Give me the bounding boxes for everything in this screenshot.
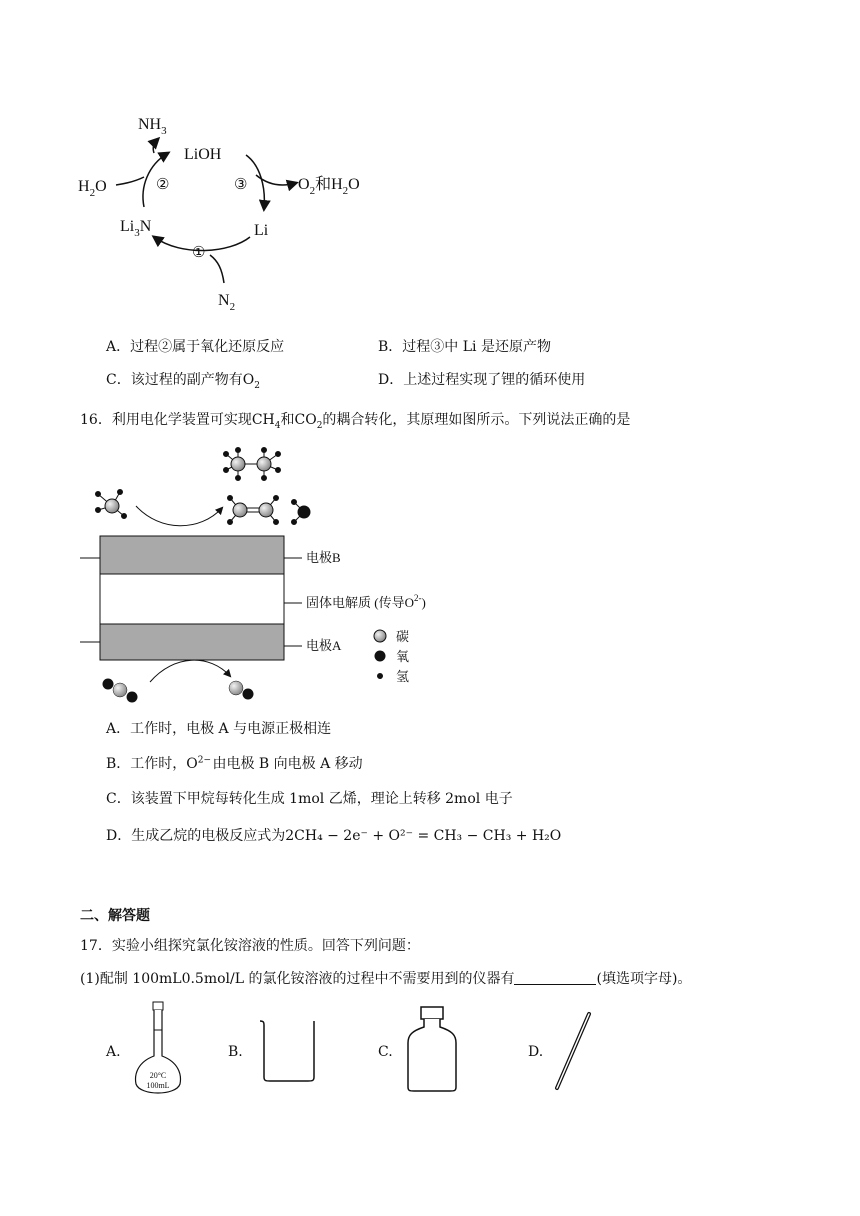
arrow-lioh-to-li	[246, 155, 264, 209]
electrolyte-layer	[100, 574, 284, 624]
co-molecule	[229, 681, 254, 700]
q16-option-c: C．该装置下甲烷每转化生成 1mol 乙烯，理论上转移 2mol 电子	[106, 791, 513, 807]
legend-carbon: 碳	[396, 629, 410, 644]
ethane-molecule	[224, 448, 281, 481]
electrode-b-layer	[100, 536, 284, 574]
o2-h2o-label: $O_2$和$H_2O$	[298, 176, 360, 197]
q16-option-a: A．工作时，电极 A 与电源正极相连	[106, 721, 332, 737]
li-label: Li	[254, 222, 269, 239]
q15-option-d: D．上述过程实现了锂的循环使用	[378, 372, 586, 388]
electrolyte-label: 固体电解质 (传导$O^{2-}$)	[306, 593, 426, 610]
electrode-b-label: 电极B	[306, 550, 341, 565]
q15-option-c: C．该过程的副产物有$O_2$	[106, 372, 260, 391]
q16-stem: 16．利用电化学装置可实现$CH_4$和$CO_2$的耦合转化，其原理如图所示。下列说法正确的是	[80, 412, 631, 431]
q17-stem: 17．实验小组探究氯化铵溶液的性质。回答下列问题：	[80, 938, 420, 954]
apparatus-label-b: B.	[228, 1044, 243, 1060]
water-molecule	[292, 500, 311, 525]
ethylene-molecule	[228, 496, 279, 525]
answer-blank[interactable]	[514, 970, 596, 985]
arrow-n2-in	[210, 255, 224, 283]
legend	[374, 629, 409, 684]
q17-part1: (1)配制 100mL0.5mol/L 的氯化铵溶液的过程中不需要用到的仪器有 (填选项字母)。	[80, 971, 692, 987]
arrow-h2o-in	[116, 177, 144, 185]
beaker-icon	[256, 1015, 320, 1085]
q15-option-b: B．过程③中 Li 是还原产物	[378, 339, 551, 355]
svg-text:100mL: 100mL	[146, 1081, 170, 1090]
li3n-label: $Li_3N$	[120, 218, 152, 239]
arrow-top-reaction	[136, 506, 222, 526]
n2-label: $N_2$	[218, 292, 236, 313]
nh3-label: $NH_3$	[138, 116, 167, 137]
h2o-left-label: $H_2O$	[78, 178, 107, 199]
electrode-a-layer	[100, 624, 284, 660]
arrow-bottom-reaction	[150, 660, 230, 682]
methane-molecule	[96, 490, 127, 519]
step-1-marker: ①	[192, 245, 206, 261]
lithium-cycle-diagram	[70, 105, 390, 325]
q15-option-a: A．过程②属于氧化还原反应	[106, 339, 285, 355]
lioh-label: LiOH	[184, 146, 222, 163]
co2-molecule	[103, 679, 138, 703]
glass-rod-icon	[550, 1010, 596, 1092]
electrode-a-label: 电极A	[306, 638, 342, 653]
legend-oxygen: 氧	[396, 649, 410, 664]
svg-text:20°C: 20°C	[149, 1071, 167, 1080]
section-heading: 二、解答题	[80, 908, 150, 924]
arrow-nh3-out	[153, 139, 158, 153]
apparatus-label-a: A.	[106, 1044, 121, 1060]
step-3-marker: ③	[234, 177, 248, 193]
q16-option-d: D．生成乙烷的电极反应式为2CH₄ − 2e⁻ + O²⁻ = CH₃ − CH₃ + H₂O	[106, 828, 562, 844]
electrochemical-cell-diagram	[70, 440, 450, 710]
reagent-bottle-icon	[404, 1005, 460, 1095]
apparatus-label-c: C.	[378, 1044, 393, 1060]
q16-option-b: B．工作时，$O^{2-}$ 由电极 B 向电极 A 移动	[106, 755, 363, 772]
step-2-marker: ②	[156, 177, 170, 193]
apparatus-label-d: D.	[528, 1044, 544, 1060]
volumetric-flask-icon	[130, 1000, 190, 1100]
legend-hydrogen: 氢	[396, 669, 410, 684]
